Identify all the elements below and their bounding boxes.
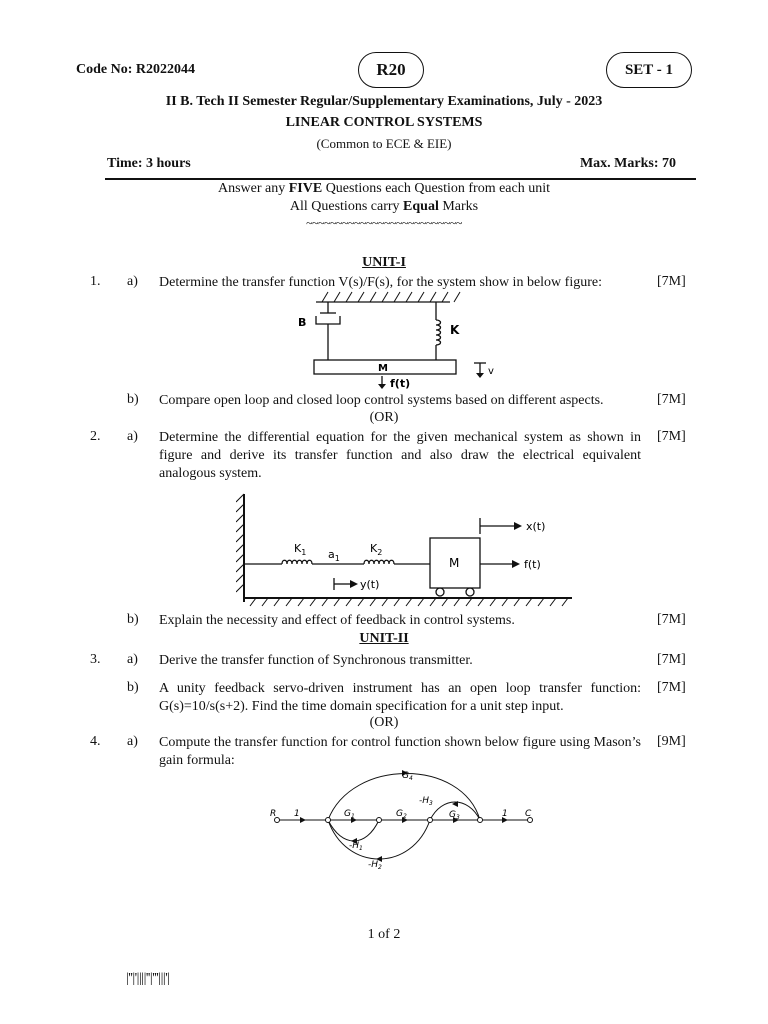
question-2b-label: b): [127, 612, 139, 627]
question-1b-label: b): [127, 392, 139, 407]
sfg-label-h2: $-H_2$: [368, 860, 382, 871]
fig1-label-f: f(t): [390, 377, 411, 390]
question-3b-text: A unity feedback servo-driven instrument has an open loop transfer function: G(s)=10/s(s+2). Find the time domain specification for a unit step input.: [159, 681, 641, 714]
instruction-divider: ~~~~~~~~~~~~~~~~~~~~~~~~~~: [306, 216, 462, 230]
question-3a-text: Derive the transfer function of Synchronous transmitter.: [159, 653, 473, 668]
fig1-label-k: K: [450, 323, 460, 337]
question-2-number: 2.: [90, 429, 101, 444]
sfg-label-one-in: 1: [294, 809, 300, 819]
figure-spring-mass-system: [236, 492, 576, 610]
question-4a-label: a): [127, 734, 138, 749]
question-3a-marks: [7M]: [657, 652, 686, 667]
sfg-label-c: C: [525, 809, 532, 819]
sfg-label-r: R: [270, 809, 277, 819]
instruction-line-2: All Questions carry Equal Marks: [289, 199, 479, 214]
fig1-label-v: v: [488, 366, 494, 377]
sfg-label-one-out: 1: [502, 809, 508, 819]
page-number: 1 of 2: [367, 927, 401, 942]
regulation-badge: R20: [358, 52, 424, 88]
sfg-label-g1: $G_1$: [344, 809, 355, 820]
fig2-label-f: f(t): [524, 558, 541, 571]
fig1-label-b: B: [298, 316, 307, 329]
question-2b-text: Explain the necessity and effect of feedback in control systems.: [159, 613, 515, 628]
question-1a-text: Determine the transfer function V(s)/F(s), for the system show in below figure:: [159, 275, 602, 290]
question-1a-marks: [7M]: [657, 274, 686, 289]
figure-mass-spring-damper: [290, 290, 510, 390]
question-2b-marks: [7M]: [657, 612, 686, 627]
sfg-label-g3: $G_3$: [449, 810, 460, 821]
question-1a-label: a): [127, 274, 138, 289]
fig2-label-x: x(t): [526, 520, 546, 533]
instruction-line-1: Answer any FIVE Questions each Question from each unit: [217, 181, 551, 196]
header-rule: [105, 178, 696, 180]
question-2a-text: Determine the differential equation for the given mechanical system as shown in figure and derive its transfer function and also draw the electrical equivalent analogous system.: [159, 430, 641, 481]
unit-1-heading: UNIT-I: [362, 255, 406, 270]
fig2-label-m: M: [449, 556, 460, 570]
question-1-number: 1.: [90, 274, 101, 289]
fig2-label-k1: $K_1$: [294, 542, 307, 557]
sfg-label-g4: $G_4$: [402, 771, 413, 782]
subject-title: LINEAR CONTROL SYSTEMS: [285, 115, 483, 130]
question-1b-text: Compare open loop and closed loop control systems based on different aspects.: [159, 393, 604, 408]
or-separator-2: (OR): [369, 715, 399, 730]
question-4a-marks: [9M]: [657, 734, 686, 749]
question-4a-text: Compute the transfer function for control function shown below figure using Mason’s gain formula:: [159, 735, 641, 768]
question-3b-marks: [7M]: [657, 680, 686, 695]
common-to: (Common to ECE & EIE): [316, 136, 452, 151]
question-4-number: 4.: [90, 734, 101, 749]
figure-signal-flow-graph: [262, 766, 552, 872]
question-3a-label: a): [127, 652, 138, 667]
question-3b-label: b): [127, 680, 139, 695]
unit-2-heading: UNIT-II: [359, 631, 409, 646]
fig2-label-a1: $a_1$: [328, 548, 340, 563]
fig1-label-m: M: [378, 363, 388, 374]
max-marks: Max. Marks: 70: [579, 156, 676, 171]
sfg-label-h1: $-H_1$: [349, 841, 363, 852]
code-number: Code No: R2022044: [76, 62, 195, 77]
question-3-number: 3.: [90, 652, 101, 667]
question-2a-label: a): [127, 429, 138, 444]
sfg-label-g2: $G_2$: [396, 809, 407, 820]
sfg-label-h3: $-H_3$: [419, 796, 433, 807]
question-2a-marks: [7M]: [657, 429, 686, 444]
fig2-label-y: y(t): [360, 578, 380, 591]
time-allowed: Time: 3 hours: [107, 156, 191, 171]
question-1b-marks: [7M]: [657, 392, 686, 407]
exam-title: II B. Tech II Semester Regular/Supplementary Examinations, July - 2023: [165, 94, 603, 109]
or-separator-1: (OR): [369, 410, 399, 425]
barcode: |''|'||||''|'''|||'|: [126, 971, 170, 986]
set-badge: SET - 1: [606, 52, 692, 88]
fig2-label-k2: $K_2$: [370, 542, 383, 557]
